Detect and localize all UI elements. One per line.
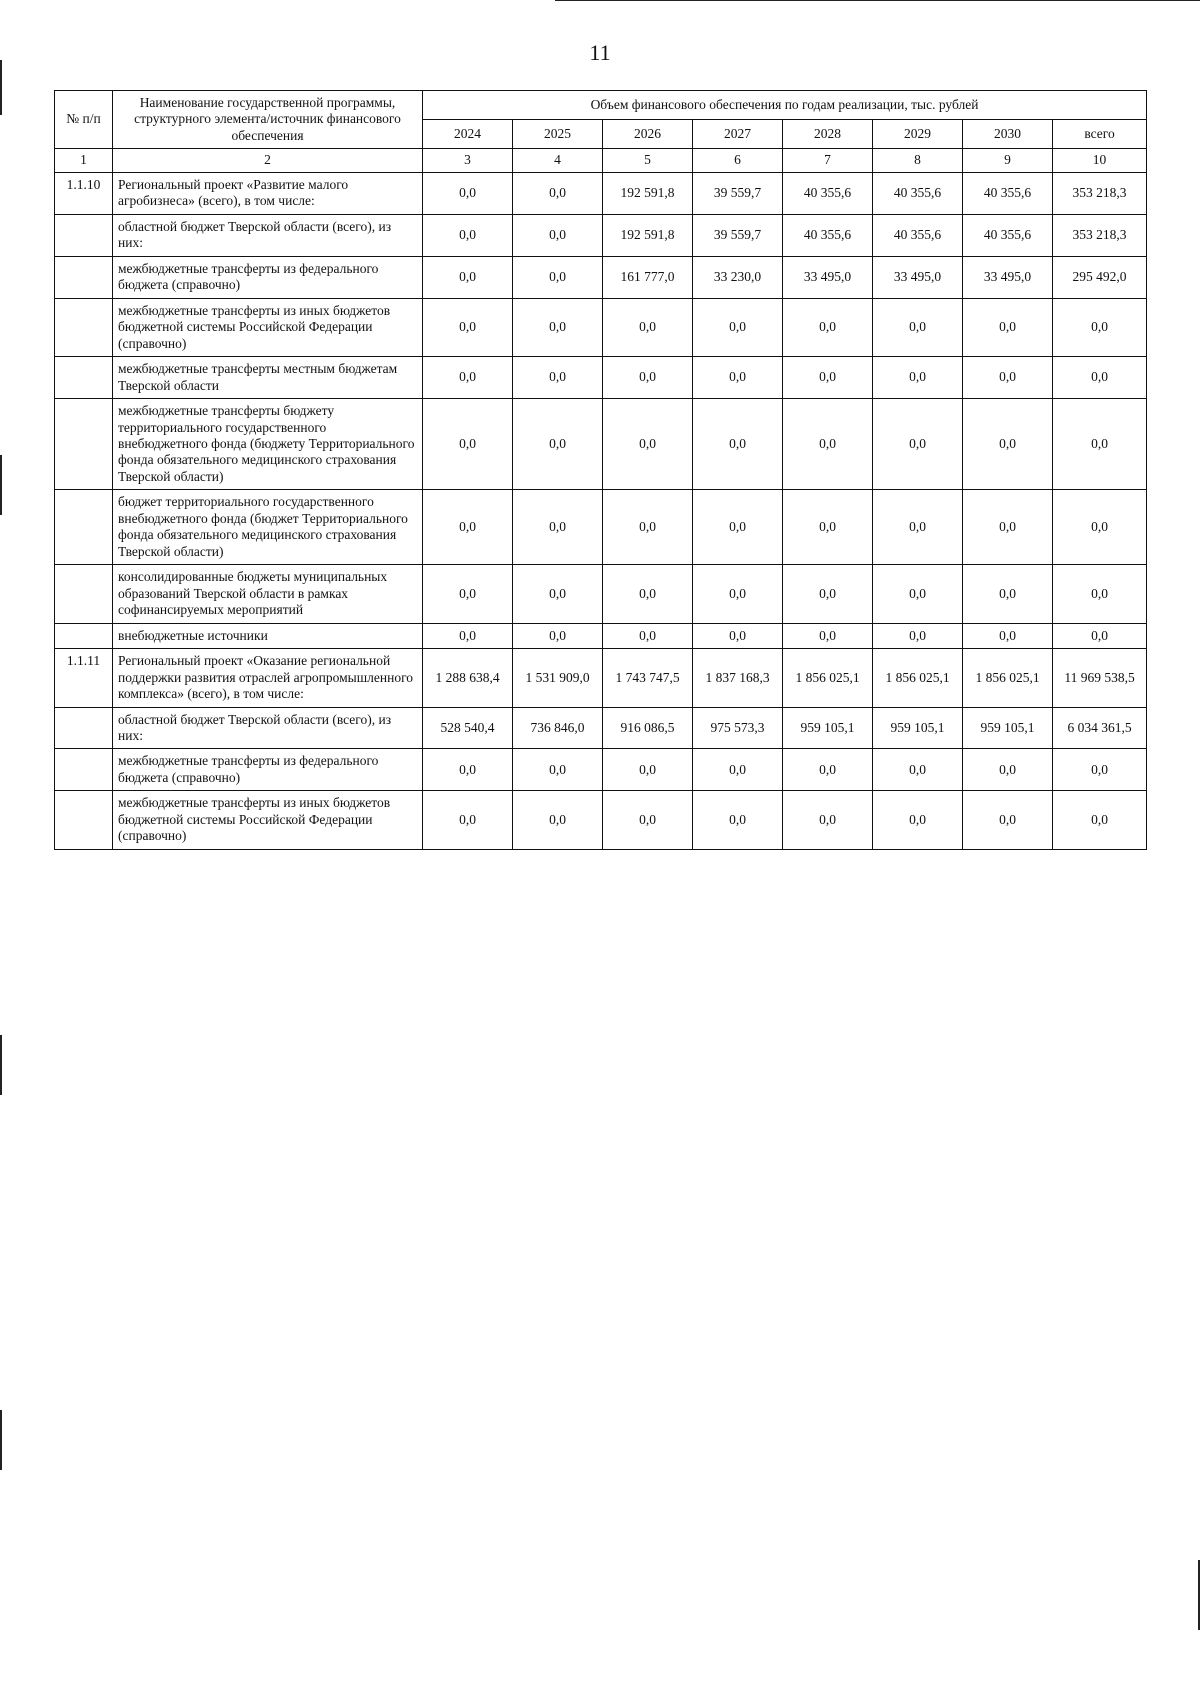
row-year-value: 0,0 <box>693 490 783 565</box>
column-number: 2 <box>113 149 423 172</box>
row-year-value: 0,0 <box>423 490 513 565</box>
row-name: консолидированные бюджеты муниципальных образований Тверской области в рамках софинансируемых мероприятий <box>113 565 423 623</box>
header-total: всего <box>1053 120 1147 149</box>
column-number: 1 <box>55 149 113 172</box>
row-year-value: 0,0 <box>783 490 873 565</box>
row-year-value: 0,0 <box>513 256 603 298</box>
table-row <box>55 649 1147 707</box>
row-name: Региональный проект «Оказание региональной поддержки развития отраслей агропромышленного комплекса» (всего), в том числе: <box>113 649 423 707</box>
row-year-value: 0,0 <box>963 399 1053 490</box>
header-year: 2026 <box>603 120 693 149</box>
row-total-value: 295 492,0 <box>1053 256 1147 298</box>
row-year-value: 0,0 <box>873 357 963 399</box>
row-year-value: 0,0 <box>783 399 873 490</box>
table-body <box>55 172 1147 849</box>
row-year-value: 0,0 <box>963 490 1053 565</box>
row-year-value: 0,0 <box>423 399 513 490</box>
column-number: 4 <box>513 149 603 172</box>
row-year-value: 40 355,6 <box>963 172 1053 214</box>
row-year-value: 0,0 <box>423 749 513 791</box>
row-number <box>55 565 113 623</box>
row-number <box>55 214 113 256</box>
column-number-row <box>55 149 1147 172</box>
row-number <box>55 399 113 490</box>
row-number <box>55 623 113 648</box>
row-total-value: 0,0 <box>1053 749 1147 791</box>
row-year-value: 1 837 168,3 <box>693 649 783 707</box>
row-year-value: 0,0 <box>423 357 513 399</box>
row-year-value: 0,0 <box>513 357 603 399</box>
header-year: 2027 <box>693 120 783 149</box>
header-year: 2030 <box>963 120 1053 149</box>
scan-edge-line-left-1 <box>0 60 2 115</box>
header-volume: Объем финансового обеспечения по годам реализации, тыс. рублей <box>423 91 1147 120</box>
row-year-value: 736 846,0 <box>513 707 603 749</box>
column-number: 7 <box>783 149 873 172</box>
row-year-value: 0,0 <box>603 791 693 849</box>
row-year-value: 0,0 <box>513 298 603 356</box>
row-year-value: 0,0 <box>873 623 963 648</box>
row-name: внебюджетные источники <box>113 623 423 648</box>
scan-edge-line-left-4 <box>0 1410 2 1470</box>
row-total-value: 0,0 <box>1053 623 1147 648</box>
row-total-value: 0,0 <box>1053 565 1147 623</box>
row-year-value: 0,0 <box>603 749 693 791</box>
row-total-value: 11 969 538,5 <box>1053 649 1147 707</box>
row-year-value: 0,0 <box>693 357 783 399</box>
row-year-value: 0,0 <box>423 623 513 648</box>
row-year-value: 0,0 <box>513 172 603 214</box>
row-year-value: 33 495,0 <box>963 256 1053 298</box>
header-year: 2025 <box>513 120 603 149</box>
page-number: 11 <box>589 40 611 65</box>
row-year-value: 1 743 747,5 <box>603 649 693 707</box>
row-year-value: 1 856 025,1 <box>873 649 963 707</box>
column-number: 3 <box>423 149 513 172</box>
row-year-value: 959 105,1 <box>783 707 873 749</box>
table-row <box>55 399 1147 490</box>
row-year-value: 0,0 <box>873 490 963 565</box>
row-number <box>55 791 113 849</box>
row-year-value: 40 355,6 <box>963 214 1053 256</box>
row-year-value: 0,0 <box>603 399 693 490</box>
row-year-value: 916 086,5 <box>603 707 693 749</box>
column-number: 6 <box>693 149 783 172</box>
table-row <box>55 214 1147 256</box>
row-name: межбюджетные трансферты из иных бюджетов бюджетной системы Российской Федерации (справочно) <box>113 791 423 849</box>
row-number <box>55 357 113 399</box>
row-number <box>55 256 113 298</box>
table-row <box>55 565 1147 623</box>
row-year-value: 0,0 <box>513 490 603 565</box>
row-year-value: 975 573,3 <box>693 707 783 749</box>
row-name: бюджет территориального государственного внебюджетного фонда (бюджет Территориального фонда обязательного медицинского страхования Тверской области) <box>113 490 423 565</box>
row-year-value: 0,0 <box>963 565 1053 623</box>
row-year-value: 33 230,0 <box>693 256 783 298</box>
row-year-value: 0,0 <box>603 298 693 356</box>
row-year-value: 40 355,6 <box>873 214 963 256</box>
row-total-value: 353 218,3 <box>1053 214 1147 256</box>
row-year-value: 0,0 <box>783 749 873 791</box>
row-year-value: 0,0 <box>513 623 603 648</box>
row-year-value: 0,0 <box>603 565 693 623</box>
row-year-value: 0,0 <box>783 791 873 849</box>
scan-edge-line-top <box>555 0 1200 1</box>
scan-edge-line-left-2 <box>0 455 2 515</box>
row-year-value: 0,0 <box>873 298 963 356</box>
row-year-value: 1 531 909,0 <box>513 649 603 707</box>
row-name: Региональный проект «Развитие малого агробизнеса» (всего), в том числе: <box>113 172 423 214</box>
row-year-value: 192 591,8 <box>603 214 693 256</box>
row-total-value: 0,0 <box>1053 357 1147 399</box>
table-row <box>55 749 1147 791</box>
table-row <box>55 357 1147 399</box>
row-number: 1.1.11 <box>55 649 113 707</box>
header-name: Наименование государственной программы, структурного элемента/источник финансового обеспечения <box>113 91 423 149</box>
table-row <box>55 172 1147 214</box>
row-year-value: 0,0 <box>693 791 783 849</box>
row-year-value: 40 355,6 <box>783 172 873 214</box>
row-year-value: 161 777,0 <box>603 256 693 298</box>
row-year-value: 0,0 <box>963 749 1053 791</box>
row-year-value: 959 105,1 <box>963 707 1053 749</box>
row-year-value: 1 856 025,1 <box>963 649 1053 707</box>
row-year-value: 0,0 <box>873 399 963 490</box>
row-year-value: 528 540,4 <box>423 707 513 749</box>
row-year-value: 959 105,1 <box>873 707 963 749</box>
row-year-value: 0,0 <box>423 256 513 298</box>
row-year-value: 0,0 <box>693 298 783 356</box>
row-total-value: 0,0 <box>1053 490 1147 565</box>
row-year-value: 0,0 <box>873 749 963 791</box>
row-name: межбюджетные трансферты из иных бюджетов бюджетной системы Российской Федерации (справочно) <box>113 298 423 356</box>
row-year-value: 0,0 <box>783 298 873 356</box>
row-year-value: 0,0 <box>603 357 693 399</box>
row-year-value: 0,0 <box>513 749 603 791</box>
table-row <box>55 490 1147 565</box>
row-year-value: 0,0 <box>423 214 513 256</box>
row-year-value: 0,0 <box>423 298 513 356</box>
column-number: 8 <box>873 149 963 172</box>
row-year-value: 0,0 <box>693 749 783 791</box>
row-number <box>55 490 113 565</box>
row-number <box>55 707 113 749</box>
table-row <box>55 791 1147 849</box>
scan-edge-line-left-3 <box>0 1035 2 1095</box>
row-year-value: 0,0 <box>963 298 1053 356</box>
row-number: 1.1.10 <box>55 172 113 214</box>
row-year-value: 39 559,7 <box>693 214 783 256</box>
row-name: межбюджетные трансферты из федерального бюджета (справочно) <box>113 256 423 298</box>
row-name: межбюджетные трансферты местным бюджетам Тверской области <box>113 357 423 399</box>
row-year-value: 40 355,6 <box>873 172 963 214</box>
row-year-value: 39 559,7 <box>693 172 783 214</box>
table-row <box>55 707 1147 749</box>
header-row-1 <box>55 91 1147 120</box>
row-year-value: 0,0 <box>513 791 603 849</box>
table-row <box>55 623 1147 648</box>
row-name: областной бюджет Тверской области (всего), из них: <box>113 214 423 256</box>
column-number: 10 <box>1053 149 1147 172</box>
row-year-value: 0,0 <box>423 565 513 623</box>
column-number: 9 <box>963 149 1053 172</box>
row-year-value: 0,0 <box>603 623 693 648</box>
row-year-value: 192 591,8 <box>603 172 693 214</box>
row-year-value: 0,0 <box>693 623 783 648</box>
column-number: 5 <box>603 149 693 172</box>
header-year: 2028 <box>783 120 873 149</box>
header-no: № п/п <box>55 91 113 149</box>
header-year: 2024 <box>423 120 513 149</box>
row-year-value: 0,0 <box>783 357 873 399</box>
row-year-value: 0,0 <box>963 623 1053 648</box>
row-year-value: 0,0 <box>873 791 963 849</box>
row-year-value: 0,0 <box>423 791 513 849</box>
row-year-value: 1 856 025,1 <box>783 649 873 707</box>
table-row <box>55 298 1147 356</box>
row-year-value: 0,0 <box>963 357 1053 399</box>
row-total-value: 0,0 <box>1053 298 1147 356</box>
finance-table-sheet <box>54 90 1146 850</box>
header-year: 2029 <box>873 120 963 149</box>
row-year-value: 33 495,0 <box>873 256 963 298</box>
row-year-value: 0,0 <box>693 565 783 623</box>
finance-table <box>54 90 1147 850</box>
row-year-value: 0,0 <box>963 791 1053 849</box>
row-year-value: 0,0 <box>513 565 603 623</box>
row-number <box>55 749 113 791</box>
row-name: межбюджетные трансферты из федерального бюджета (справочно) <box>113 749 423 791</box>
row-name: областной бюджет Тверской области (всего), из них: <box>113 707 423 749</box>
row-year-value: 0,0 <box>423 172 513 214</box>
row-number <box>55 298 113 356</box>
row-total-value: 6 034 361,5 <box>1053 707 1147 749</box>
row-name: межбюджетные трансферты бюджету территориального государственного внебюджетного фонда (бюджету Территориального фонда обязательного медицинского страхования Тверской области) <box>113 399 423 490</box>
row-year-value: 0,0 <box>693 399 783 490</box>
row-year-value: 1 288 638,4 <box>423 649 513 707</box>
row-year-value: 0,0 <box>603 490 693 565</box>
table-row <box>55 256 1147 298</box>
row-year-value: 33 495,0 <box>783 256 873 298</box>
row-year-value: 0,0 <box>513 399 603 490</box>
row-year-value: 0,0 <box>513 214 603 256</box>
row-total-value: 353 218,3 <box>1053 172 1147 214</box>
row-year-value: 0,0 <box>783 565 873 623</box>
row-year-value: 40 355,6 <box>783 214 873 256</box>
row-total-value: 0,0 <box>1053 399 1147 490</box>
row-year-value: 0,0 <box>873 565 963 623</box>
row-year-value: 0,0 <box>783 623 873 648</box>
row-total-value: 0,0 <box>1053 791 1147 849</box>
